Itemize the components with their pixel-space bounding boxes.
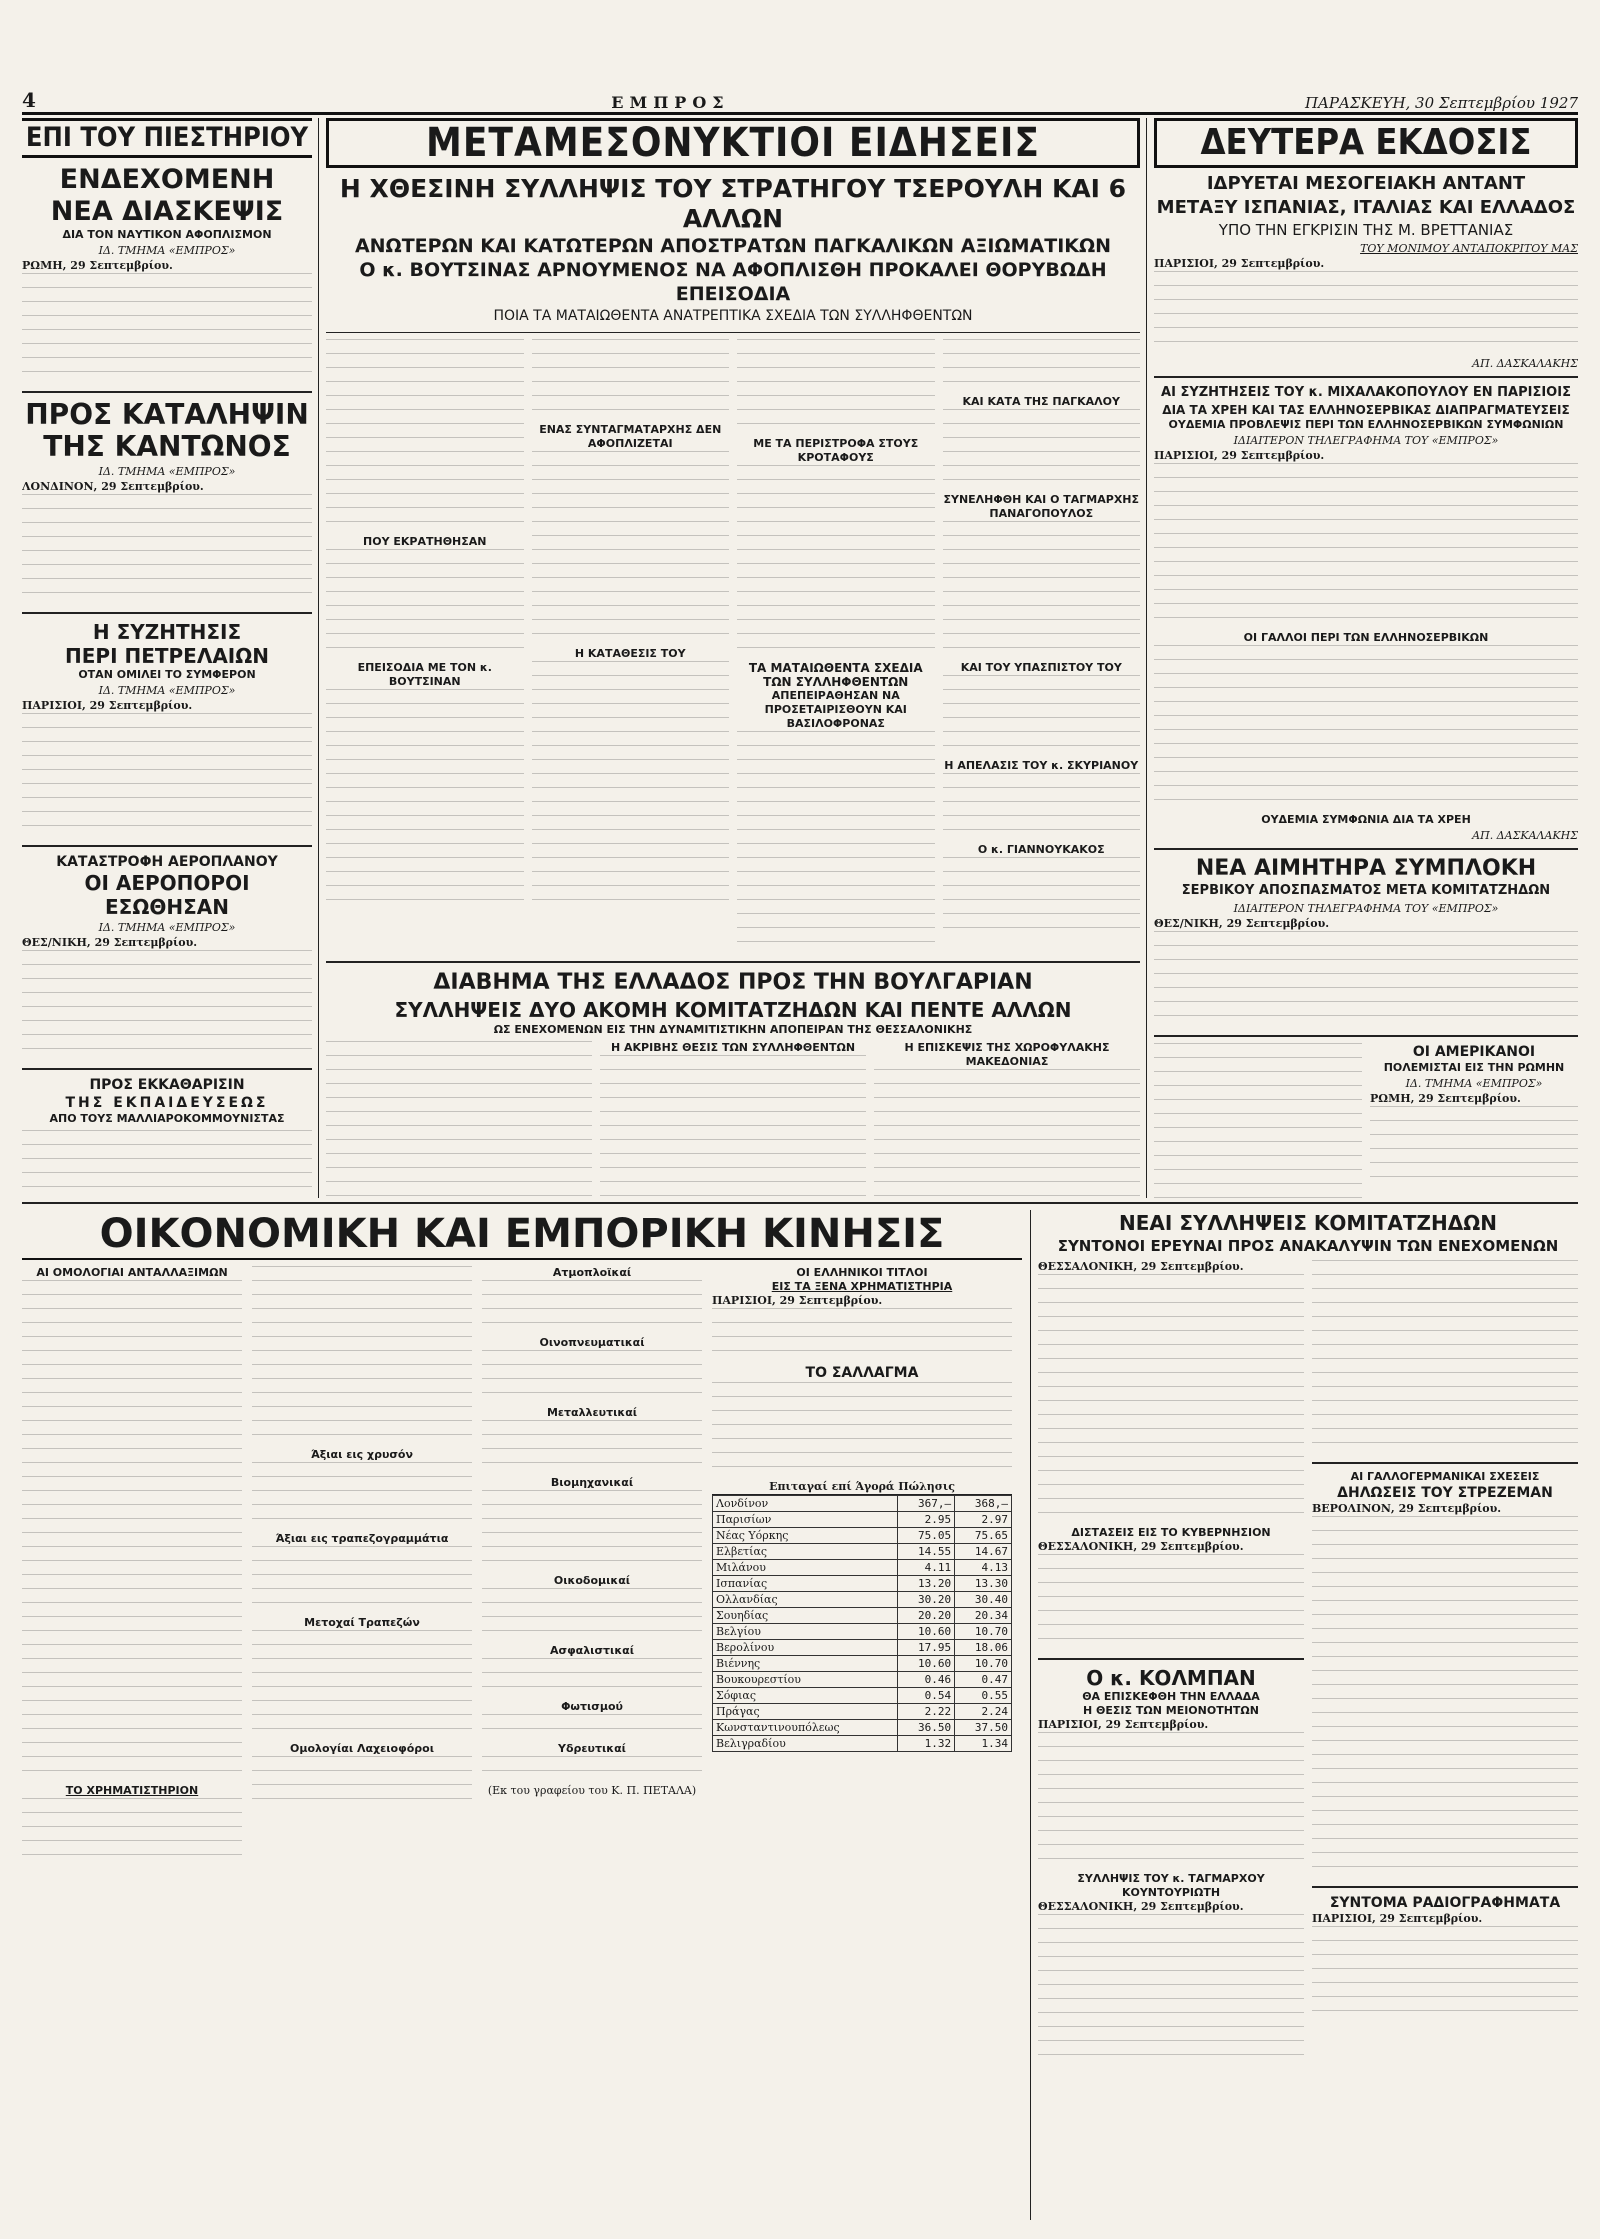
fx-buy: 36.50 — [898, 1720, 955, 1736]
headline-bulgaria-2: ΣΥΛΛΗΨΕΙΣ ΔΥΟ ΑΚΟΜΗ ΚΟΜΙΤΑΤΖΗΔΩΝ ΚΑΙ ΠΕΝΤΕ ΑΛΛΩΝ — [394, 998, 1072, 1022]
fx-buy: 14.55 — [898, 1544, 955, 1560]
byline: ΙΔ. ΤΜΗΜΑ «ΕΜΠΡΟΣ» — [1405, 1077, 1543, 1090]
column-rule — [1146, 118, 1147, 1198]
right-column — [1154, 118, 1578, 1198]
fx-row — [713, 1496, 1012, 1512]
fx-buy: 13.20 — [898, 1576, 955, 1592]
fx-sell: 368,— — [955, 1496, 1012, 1512]
byline: ΙΔ. ΤΜΗΜΑ «ΕΜΠΡΟΣ» — [98, 244, 236, 257]
lead-article-columns — [326, 339, 1140, 955]
fx-city: Βελιγραδίου — [713, 1736, 898, 1752]
fx-sell: 10.70 — [955, 1656, 1012, 1672]
column-rule — [1030, 1210, 1031, 2220]
dateline: ΘΕΣΣΑΛΟΝΙΚΗ, 29 Σεπτεμβρίου. — [1038, 1900, 1244, 1913]
subhead: ΟΙ ΕΛΛΗΝΙΚΟΙ ΤΙΤΛΟΙ — [796, 1266, 928, 1279]
article-canton — [22, 399, 312, 606]
headline: ΤΗΣ ΕΚΠΑΙΔΕΥΣΕΩΣ — [65, 1095, 269, 1111]
right-lower — [1154, 1043, 1578, 1198]
section-rule — [22, 1202, 1578, 1204]
fx-sell: 37.50 — [955, 1720, 1012, 1736]
fx-buy: 30.20 — [898, 1592, 955, 1608]
fx-row — [713, 1512, 1012, 1528]
article-body — [22, 950, 312, 1062]
fx-sell: 30.40 — [955, 1592, 1012, 1608]
fx-city: Βερολίνου — [713, 1640, 898, 1656]
dateline: ΡΩΜΗ, 29 Σεπτεμβρίου. — [22, 259, 173, 272]
subhead: Η ΘΕΣΙΣ ΤΩΝ ΜΕΙΟΝΟΤΗΤΩΝ — [1083, 1704, 1259, 1717]
subhead: ΕΠΕΙΣΟΔΙΑ ΜΕ ΤΟΝ κ. ΒΟΥΤΣΙΝΑΝ — [357, 661, 492, 688]
subhead: ΑΠΕΠΕΙΡΑΘΗΣΑΝ ΝΑ ΠΡΟΣΕΤΑΙΡΙΣΘΟΥΝ ΚΑΙ ΒΑΣΙΛΟΦΡΟΝΑΣ — [764, 689, 907, 730]
headline: ΑΙ ΣΥΖΗΤΗΣΕΙΣ ΤΟΥ κ. ΜΙΧΑΛΑΚΟΠΟΥΛΟΥ ΕΝ ΠΑΡΙΣΙΟΙΣ — [1161, 385, 1571, 400]
subhead: ΕΙΣ ΤΑ ΞΕΝΑ ΧΡΗΜΑΤΙΣΤΗΡΙΑ — [771, 1280, 953, 1293]
dateline: ΠΑΡΙΣΙΟΙ, 29 Σεπτεμβρίου. — [1038, 1718, 1209, 1731]
fx-buy: 4.11 — [898, 1560, 955, 1576]
subhead: Ασφαλιστικαί — [549, 1644, 635, 1657]
page-number: 4 — [22, 88, 36, 112]
fx-city: Ισπανίας — [713, 1576, 898, 1592]
fx-city: Σουηδίας — [713, 1608, 898, 1624]
fx-buy: 1.32 — [898, 1736, 955, 1752]
fx-row — [713, 1640, 1012, 1656]
subhead: Άξιαι εις τραπεζογραμμάτια — [275, 1532, 449, 1545]
fx-sell: 18.06 — [955, 1640, 1012, 1656]
fx-sell: 0.47 — [955, 1672, 1012, 1688]
fx-row — [713, 1624, 1012, 1640]
article-body — [1154, 931, 1578, 1029]
article-body — [1154, 463, 1578, 631]
headline: ΟΙ ΑΕΡΟΠΟΡΟΙ ΕΣΩΘΗΣΑΝ — [84, 871, 250, 919]
headline: ΕΝΔΕΧΟΜΕΝΗ — [59, 164, 275, 195]
dateline: ΠΑΡΙΣΙΟΙ, 29 Σεπτεμβρίου. — [712, 1294, 883, 1307]
article-aircraft — [22, 853, 312, 1062]
fx-buy: 75.05 — [898, 1528, 955, 1544]
fx-sell: 13.30 — [955, 1576, 1012, 1592]
fx-city: Βουκουρεστίου — [713, 1672, 898, 1688]
subhead: ΔΙΣΤΑΣΕΙΣ ΕΙΣ ΤΟ ΚΥΒΕΡΝΗΣΙΟΝ — [1071, 1526, 1271, 1539]
section-banner: ΟΙΚΟΝΟΜΙΚΗ ΚΑΙ ΕΜΠΟΡΙΚΗ ΚΙΝΗΣΙΣ — [22, 1210, 1022, 1260]
fx-table-title: Επιταγαί επί Άγορά Πώλησις — [712, 1480, 1012, 1495]
subhead: Η ΚΑΤΑΘΕΣΙΣ ΤΟΥ — [574, 647, 686, 660]
subhead: ΟΥΔΕΜΙΑ ΣΥΜΦΩΝΙΑ ΔΙΑ ΤΑ ΧΡΕΗ — [1261, 813, 1471, 826]
subhead: ΠΟΥ ΕΚΡΑΤΗΘΗΣΑΝ — [363, 535, 487, 548]
subhead: ΕΝΑΣ ΣΥΝΤΑΓΜΑΤΑΡΧΗΣ ΔΕΝ ΑΦΟΠΛΙΖΕΤΑΙ — [539, 423, 722, 450]
fx-sell: 2.24 — [955, 1704, 1012, 1720]
fx-city: Βιέννης — [713, 1656, 898, 1672]
bottom-right-columns — [1038, 1260, 1578, 2068]
lead-headline-2: ΑΝΩΤΕΡΩΝ ΚΑΙ ΚΑΤΩΤΕΡΩΝ ΑΠΟΣΤΡΑΤΩΝ ΠΑΓΚΑΛΙΚΩΝ ΑΞΙΩΜΑΤΙΚΩΝ — [354, 235, 1112, 257]
fx-city: Μιλάνου — [713, 1560, 898, 1576]
byline: ΙΔΙΑΙΤΕΡΟΝ ΤΗΛΕΓΡΑΦΗΜΑ ΤΟΥ «ΕΜΠΡΟΣ» — [1233, 434, 1499, 447]
dateline: ΒΕΡΟΛΙΝΟΝ, 29 Σεπτεμβρίου. — [1312, 1502, 1502, 1515]
article-column — [532, 339, 730, 955]
fx-row — [713, 1608, 1012, 1624]
headline: ΝΕΑ ΑΙΜΗΤΗΡΑ ΣΥΜΠΛΟΚΗ — [1195, 856, 1537, 881]
fx-row — [713, 1720, 1012, 1736]
fx-sell: 14.67 — [955, 1544, 1012, 1560]
article-naval-conference — [22, 164, 312, 385]
subhead: Μεταλλευτικαί — [546, 1406, 638, 1419]
fx-row — [713, 1656, 1012, 1672]
fx-city: Λονδίνον — [713, 1496, 898, 1512]
fx-row — [713, 1672, 1012, 1688]
subhead: ΟΙ ΓΑΛΛΟΙ ΠΕΡΙ ΤΩΝ ΕΛΛΗΝΟΣΕΡΒΙΚΩΝ — [1243, 631, 1489, 644]
lead-headline: Η ΧΘΕΣΙΝΗ ΣΥΛΛΗΨΙΣ ΤΟΥ ΣΤΡΑΤΗΓΟΥ ΤΣΕΡΟΥΛΗ ΚΑΙ 6 ΑΛΛΩΝ — [339, 174, 1127, 233]
fx-sell: 75.65 — [955, 1528, 1012, 1544]
news-column — [1312, 1260, 1578, 2068]
subhead: ΣΥΛΛΗΨΙΣ ΤΟΥ κ. ΤΑΓΜΑΡΧΟΥ ΚΟΥΝΤΟΥΡΙΩΤΗ — [1077, 1872, 1265, 1899]
fx-sell: 2.97 — [955, 1512, 1012, 1528]
bottom-right-news — [1038, 1210, 1578, 2220]
dateline: ΘΕΣ/ΝΙΚΗ, 29 Σεπτεμβρίου. — [22, 936, 198, 949]
subhead: Βιομηχανικαί — [550, 1476, 634, 1489]
fx-row — [713, 1576, 1012, 1592]
issue-date: ΠΑΡΑΣΚΕΥΗ, 30 Σεπτεμβρίου 1927 — [1304, 94, 1578, 112]
headline: ΠΡΟΣ ΚΑΤΑΛΗΨΙΝ — [25, 398, 309, 431]
fx-buy: 0.54 — [898, 1688, 955, 1704]
subhead: Φωτισμού — [561, 1700, 623, 1713]
subhead: ΤΟ ΧΡΗΜΑΤΙΣΤΗΡΙΟΝ — [65, 1784, 199, 1797]
headline: ΣΥΝΤΟΜΑ ΡΑΔΙΟΓΡΑΦΗΜΑΤΑ — [1329, 1895, 1561, 1911]
fx-city: Ολλανδίας — [713, 1592, 898, 1608]
headline: ΠΕΡΙ ΠΕΤΡΕΛΑΙΩΝ — [65, 644, 269, 668]
dateline: ΠΑΡΙΣΙΟΙ, 29 Σεπτεμβρίου. — [1154, 449, 1325, 462]
source-note: (Εκ του γραφείου του Κ. Π. ΠΕΤΑΛΑ) — [487, 1784, 697, 1797]
subhead: Υδρευτικαί — [558, 1742, 626, 1755]
article-petroleum — [22, 620, 312, 839]
headline: ΣΕΡΒΙΚΟΥ ΑΠΟΣΠΑΣΜΑΤΟΣ ΜΕΤΑ ΚΟΜΙΤΑΤΖΗΔΩΝ — [1181, 883, 1551, 898]
subheadline: ΟΤΑΝ ΟΜΙΛΕΙ ΤΟ ΣΥΜΦΕΡΟΝ — [78, 668, 256, 681]
byline: ΙΔΙΑΙΤΕΡΟΝ ΤΗΛΕΓΡΑΦΗΜΑ ΤΟΥ «ΕΜΠΡΟΣ» — [1233, 902, 1499, 915]
headline: ΠΡΟΣ ΕΚΚΑΘΑΡΙΣΙΝ — [89, 1077, 245, 1093]
dateline: ΘΕΣΣΑΛΟΝΙΚΗ, 29 Σεπτεμβρίου. — [1038, 1540, 1244, 1553]
dateline: ΛΟΝΔΙΝΟΝ, 29 Σεπτεμβρίου. — [22, 480, 204, 493]
econ-column-4 — [712, 1266, 1012, 1868]
economic-columns — [22, 1266, 1022, 1868]
headline: Η ΣΥΖΗΤΗΣΙΣ — [92, 620, 242, 644]
column-rule — [318, 118, 319, 1198]
subheadline: ΔΙΑ ΤΟΝ ΝΑΥΤΙΚΟΝ ΑΦΟΠΛΙΣΜΟΝ — [62, 228, 272, 241]
article-body — [22, 713, 312, 839]
subhead: Η ΑΠΕΛΑΣΙΣ ΤΟΥ κ. ΣΚΥΡΙΑΝΟΥ — [944, 759, 1139, 772]
headline: ΚΑΤΑΣΤΡΟΦΗ ΑΕΡΟΠΛΑΝΟΥ — [56, 854, 278, 870]
subhead: ΤΑ ΜΑΤΑΙΩΘΕΝΤΑ ΣΧΕΔΙΑ ΤΩΝ ΣΥΛΛΗΦΘΕΝΤΩΝ — [748, 661, 923, 689]
headline-bulgaria-3: ΩΣ ΕΝΕΧΟΜΕΝΩΝ ΕΙΣ ΤΗΝ ΔΥΝΑΜΙΤΙΣΤΙΚΗΝ ΑΠΟΠΕΙΡΑΝ ΤΗΣ ΘΕΣΣΑΛΟΝΙΚΗΣ — [493, 1023, 973, 1036]
subhead: Η ΑΚΡΙΒΗΣ ΘΕΣΙΣ ΤΩΝ ΣΥΛΛΗΦΘΕΝΤΩΝ — [610, 1041, 856, 1054]
signature: ΑΠ. ΔΑΣΚΑΛΑΚΗΣ — [1472, 357, 1578, 370]
subheadline: ΥΠΟ ΤΗΝ ΕΓΚΡΙΣΙΝ ΤΗΣ Μ. ΒΡΕΤΤΑΝΙΑΣ — [1218, 221, 1514, 239]
article-body — [1154, 271, 1578, 355]
subhead: Ο κ. ΓΙΑΝΝΟΥΚΑΚΟΣ — [977, 843, 1105, 856]
fx-rates-table — [712, 1495, 1012, 1752]
subhead: ΑΙ ΟΜΟΛΟΓΙΑΙ ΑΝΤΑΛΛΑΞΙΜΩΝ — [36, 1266, 228, 1279]
headline: ΙΔΡΥΕΤΑΙ ΜΕΣΟΓΕΙΑΚΗ ΑΝΤΑΝΤ — [1206, 173, 1526, 194]
econ-column-3 — [482, 1266, 702, 1868]
fx-buy: 20.20 — [898, 1608, 955, 1624]
section-banner: ΜΕΤΑΜΕΣΟΝΥΚΤΙΟΙ ΕΙΔΗΣΕΙΣ — [326, 118, 1140, 168]
dateline: ΠΑΡΙΣΙΟΙ, 29 Σεπτεμβρίου. — [1154, 257, 1325, 270]
fx-buy: 10.60 — [898, 1656, 955, 1672]
dateline: ΡΩΜΗ, 29 Σεπτεμβρίου. — [1370, 1092, 1521, 1105]
fx-row — [713, 1544, 1012, 1560]
headline: ΔΗΛΩΣΕΙΣ ΤΟΥ ΣΤΡΕΖΕΜΑΝ — [1337, 1485, 1553, 1501]
headline: ΟΙ ΑΜΕΡΙΚΑΝΟΙ — [1412, 1044, 1536, 1060]
fx-buy: 367,— — [898, 1496, 955, 1512]
center-section — [326, 118, 1140, 1198]
fx-row — [713, 1688, 1012, 1704]
headline-bulgaria: ΔΙΑΒΗΜΑ ΤΗΣ ΕΛΛΑΔΟΣ ΠΡΟΣ ΤΗΝ ΒΟΥΛΓΑΡΙΑΝ — [433, 970, 1033, 995]
byline: ΙΔ. ΤΜΗΜΑ «ΕΜΠΡΟΣ» — [98, 684, 236, 697]
dateline: ΠΑΡΙΣΙΟΙ, 29 Σεπτεμβρίου. — [1312, 1912, 1483, 1925]
lead-headline-3: Ο κ. ΒΟΥΤΣΙΝΑΣ ΑΡΝΟΥΜΕΝΟΣ ΝΑ ΑΦΟΠΛΙΣΘΗ ΠΡΟΚΑΛΕΙ ΘΟΡΥΒΩΔΗ ΕΠΕΙΣΟΔΙΑ — [359, 259, 1107, 305]
headline: ΜΕΤΑΞΥ ΙΣΠΑΝΙΑΣ, ΙΤΑΛΙΑΣ ΚΑΙ ΕΛΛΑΔΟΣ — [1156, 197, 1576, 218]
headline: ΠΟΛΕΜΙΣΤΑΙ ΕΙΣ ΤΗΝ ΡΩΜΗΝ — [1383, 1061, 1565, 1074]
fx-buy: 10.60 — [898, 1624, 955, 1640]
fx-city: Κωνσταντινουπόλεως — [713, 1720, 898, 1736]
article-body — [1154, 645, 1578, 813]
fx-city: Σόφιας — [713, 1688, 898, 1704]
subhead: Οικοδομικαί — [553, 1574, 631, 1587]
headline: ΝΕΑ ΔΙΑΣΚΕΨΙΣ — [50, 196, 284, 227]
subheadline: ΑΠΟ ΤΟΥΣ ΜΑΛΛΙΑΡΟΚΟΜΜΟΥΝΙΣΤΑΣ — [49, 1112, 285, 1125]
article-body — [22, 1130, 312, 1198]
subhead: ΚΑΙ ΤΟΥ ΥΠΑΣΠΙΣΤΟΥ ΤΟΥ — [960, 661, 1122, 674]
dateline: ΘΕΣ/ΝΙΚΗ, 29 Σεπτεμβρίου. — [1154, 917, 1330, 930]
fx-city: Βελγίου — [713, 1624, 898, 1640]
article-body — [22, 494, 312, 606]
byline: ΙΔ. ΤΜΗΜΑ «ΕΜΠΡΟΣ» — [98, 921, 236, 934]
subhead: ΘΑ ΕΠΙΣΚΕΦΘΗ ΤΗΝ ΕΛΛΑΔΑ — [1082, 1690, 1260, 1703]
bulgaria-columns — [326, 1041, 1140, 1198]
fx-row — [713, 1528, 1012, 1544]
fx-city: Ελβετίας — [713, 1544, 898, 1560]
headline: ΤΗΣ ΚΑΝΤΩΝΟΣ — [43, 430, 291, 463]
subhead: Οινοπνευματικαί — [539, 1336, 645, 1349]
fx-row — [713, 1560, 1012, 1576]
subhead: Ομολογίαι Λαχειοφόροι — [290, 1742, 434, 1755]
subhead: Ατμοπλοϊκαί — [552, 1266, 632, 1279]
news-column — [1038, 1260, 1304, 2068]
econ-column-2 — [252, 1266, 472, 1868]
fx-sell: 10.70 — [955, 1624, 1012, 1640]
article-body — [22, 273, 312, 385]
lead-headline-4: ΠΟΙΑ ΤΑ ΜΑΤΑΙΩΘΕΝΤΑ ΑΝΑΤΡΕΠΤΙΚΑ ΣΧΕΔΙΑ ΤΩΝ ΣΥΛΛΗΦΘΕΝΤΩΝ — [493, 308, 973, 324]
subhead: ΜΕ ΤΑ ΠΕΡΙΣΤΡΟΦΑ ΣΤΟΥΣ ΚΡΟΤΑΦΟΥΣ — [753, 437, 919, 464]
econ-column-1 — [22, 1266, 242, 1868]
fx-buy: 17.95 — [898, 1640, 955, 1656]
fx-sell: 20.34 — [955, 1608, 1012, 1624]
article-column — [737, 339, 935, 955]
fx-buy: 0.46 — [898, 1672, 955, 1688]
fx-city: Νέας Υόρκης — [713, 1528, 898, 1544]
dateline: ΘΕΣΣΑΛΟΝΙΚΗ, 29 Σεπτεμβρίου. — [1038, 1260, 1244, 1273]
fx-buy: 2.22 — [898, 1704, 955, 1720]
fx-city: Πράγας — [713, 1704, 898, 1720]
dateline: ΠΑΡΙΣΙΟΙ, 29 Σεπτεμβρίου. — [22, 699, 193, 712]
headline: ΣΥΝΤΟΝΟΙ ΕΡΕΥΝΑΙ ΠΡΟΣ ΑΝΑΚΑΛΥΨΙΝ ΤΩΝ ΕΝΕΧΟΜΕΝΩΝ — [1057, 1237, 1559, 1255]
signature: ΑΠ. ΔΑΣΚΑΛΑΚΗΣ — [1472, 829, 1578, 842]
section-banner: ΔΕΥΤΕΡΑ ΕΚΔΟΣΙΣ — [1154, 118, 1578, 168]
fx-row — [713, 1704, 1012, 1720]
paper-title: ΕΜΠΡΟΣ — [611, 93, 730, 112]
article-education — [22, 1076, 312, 1198]
subhead: ΣΥΝΕΛΗΦΘΗ ΚΑΙ Ο ΤΑΓΜΑΡΧΗΣ ΠΑΝΑΓΟΠΟΥΛΟΣ — [943, 493, 1140, 520]
headline: Ο κ. ΚΟΛΜΠΑΝ — [1086, 1666, 1256, 1690]
headline: ΝΕΑΙ ΣΥΛΛΗΨΕΙΣ ΚΟΜΙΤΑΤΖΗΔΩΝ — [1119, 1211, 1497, 1235]
fx-row — [713, 1736, 1012, 1752]
headline: ΔΙΑ ΤΑ ΧΡΕΗ ΚΑΙ ΤΑΣ ΕΛΛΗΝΟΣΕΡΒΙΚΑΣ ΔΙΑΠΡΑΓΜΑΤΕΥΣΕΙΣ — [1162, 403, 1570, 417]
fx-city: Παρισίων — [713, 1512, 898, 1528]
article-column — [943, 339, 1141, 955]
subhead: Μετοχαί Τραπεζών — [304, 1616, 420, 1629]
article-column — [326, 339, 524, 955]
economic-section — [22, 1210, 1022, 2220]
subhead: Η ΕΠΙΣΚΕΨΙΣ ΤΗΣ ΧΩΡΟΦΥΛΑΚΗΣ ΜΑΚΕΔΟΝΙΑΣ — [904, 1041, 1110, 1068]
headline: ΑΙ ΓΑΛΛΟΓΕΡΜΑΝΙΚΑΙ ΣΧΕΣΕΙΣ — [1350, 1470, 1540, 1483]
byline: ΤΟΥ ΜΟΝΙΜΟΥ ΑΝΤΑΠΟΚΡΙΤΟΥ ΜΑΣ — [1360, 242, 1578, 255]
masthead — [22, 88, 1578, 115]
left-column — [22, 118, 312, 1198]
subheadline: ΟΥΔΕΜΙΑ ΠΡΟΒΛΕΨΙΣ ΠΕΡΙ ΤΩΝ ΕΛΛΗΝΟΣΕΡΒΙΚΩΝ ΣΥΜΦΩΝΙΩΝ — [1168, 418, 1564, 431]
subhead: Άξιαι εις χρυσόν — [310, 1448, 413, 1461]
fx-sell: 4.13 — [955, 1560, 1012, 1576]
fx-sell: 0.55 — [955, 1688, 1012, 1704]
fx-buy: 2.95 — [898, 1512, 955, 1528]
fx-sell: 1.34 — [955, 1736, 1012, 1752]
subhead: ΤΟ ΣΑΛΛΑΓΜΑ — [805, 1365, 919, 1381]
byline: ΙΔ. ΤΜΗΜΑ «ΕΜΠΡΟΣ» — [98, 465, 236, 478]
fx-row — [713, 1592, 1012, 1608]
section-header: ΕΠΙ ΤΟΥ ΠΙΕΣΤΗΡΙΟΥ — [22, 118, 312, 158]
subhead: ΚΑΙ ΚΑΤΑ ΤΗΣ ΠΑΓΚΑΛΟΥ — [962, 395, 1120, 408]
